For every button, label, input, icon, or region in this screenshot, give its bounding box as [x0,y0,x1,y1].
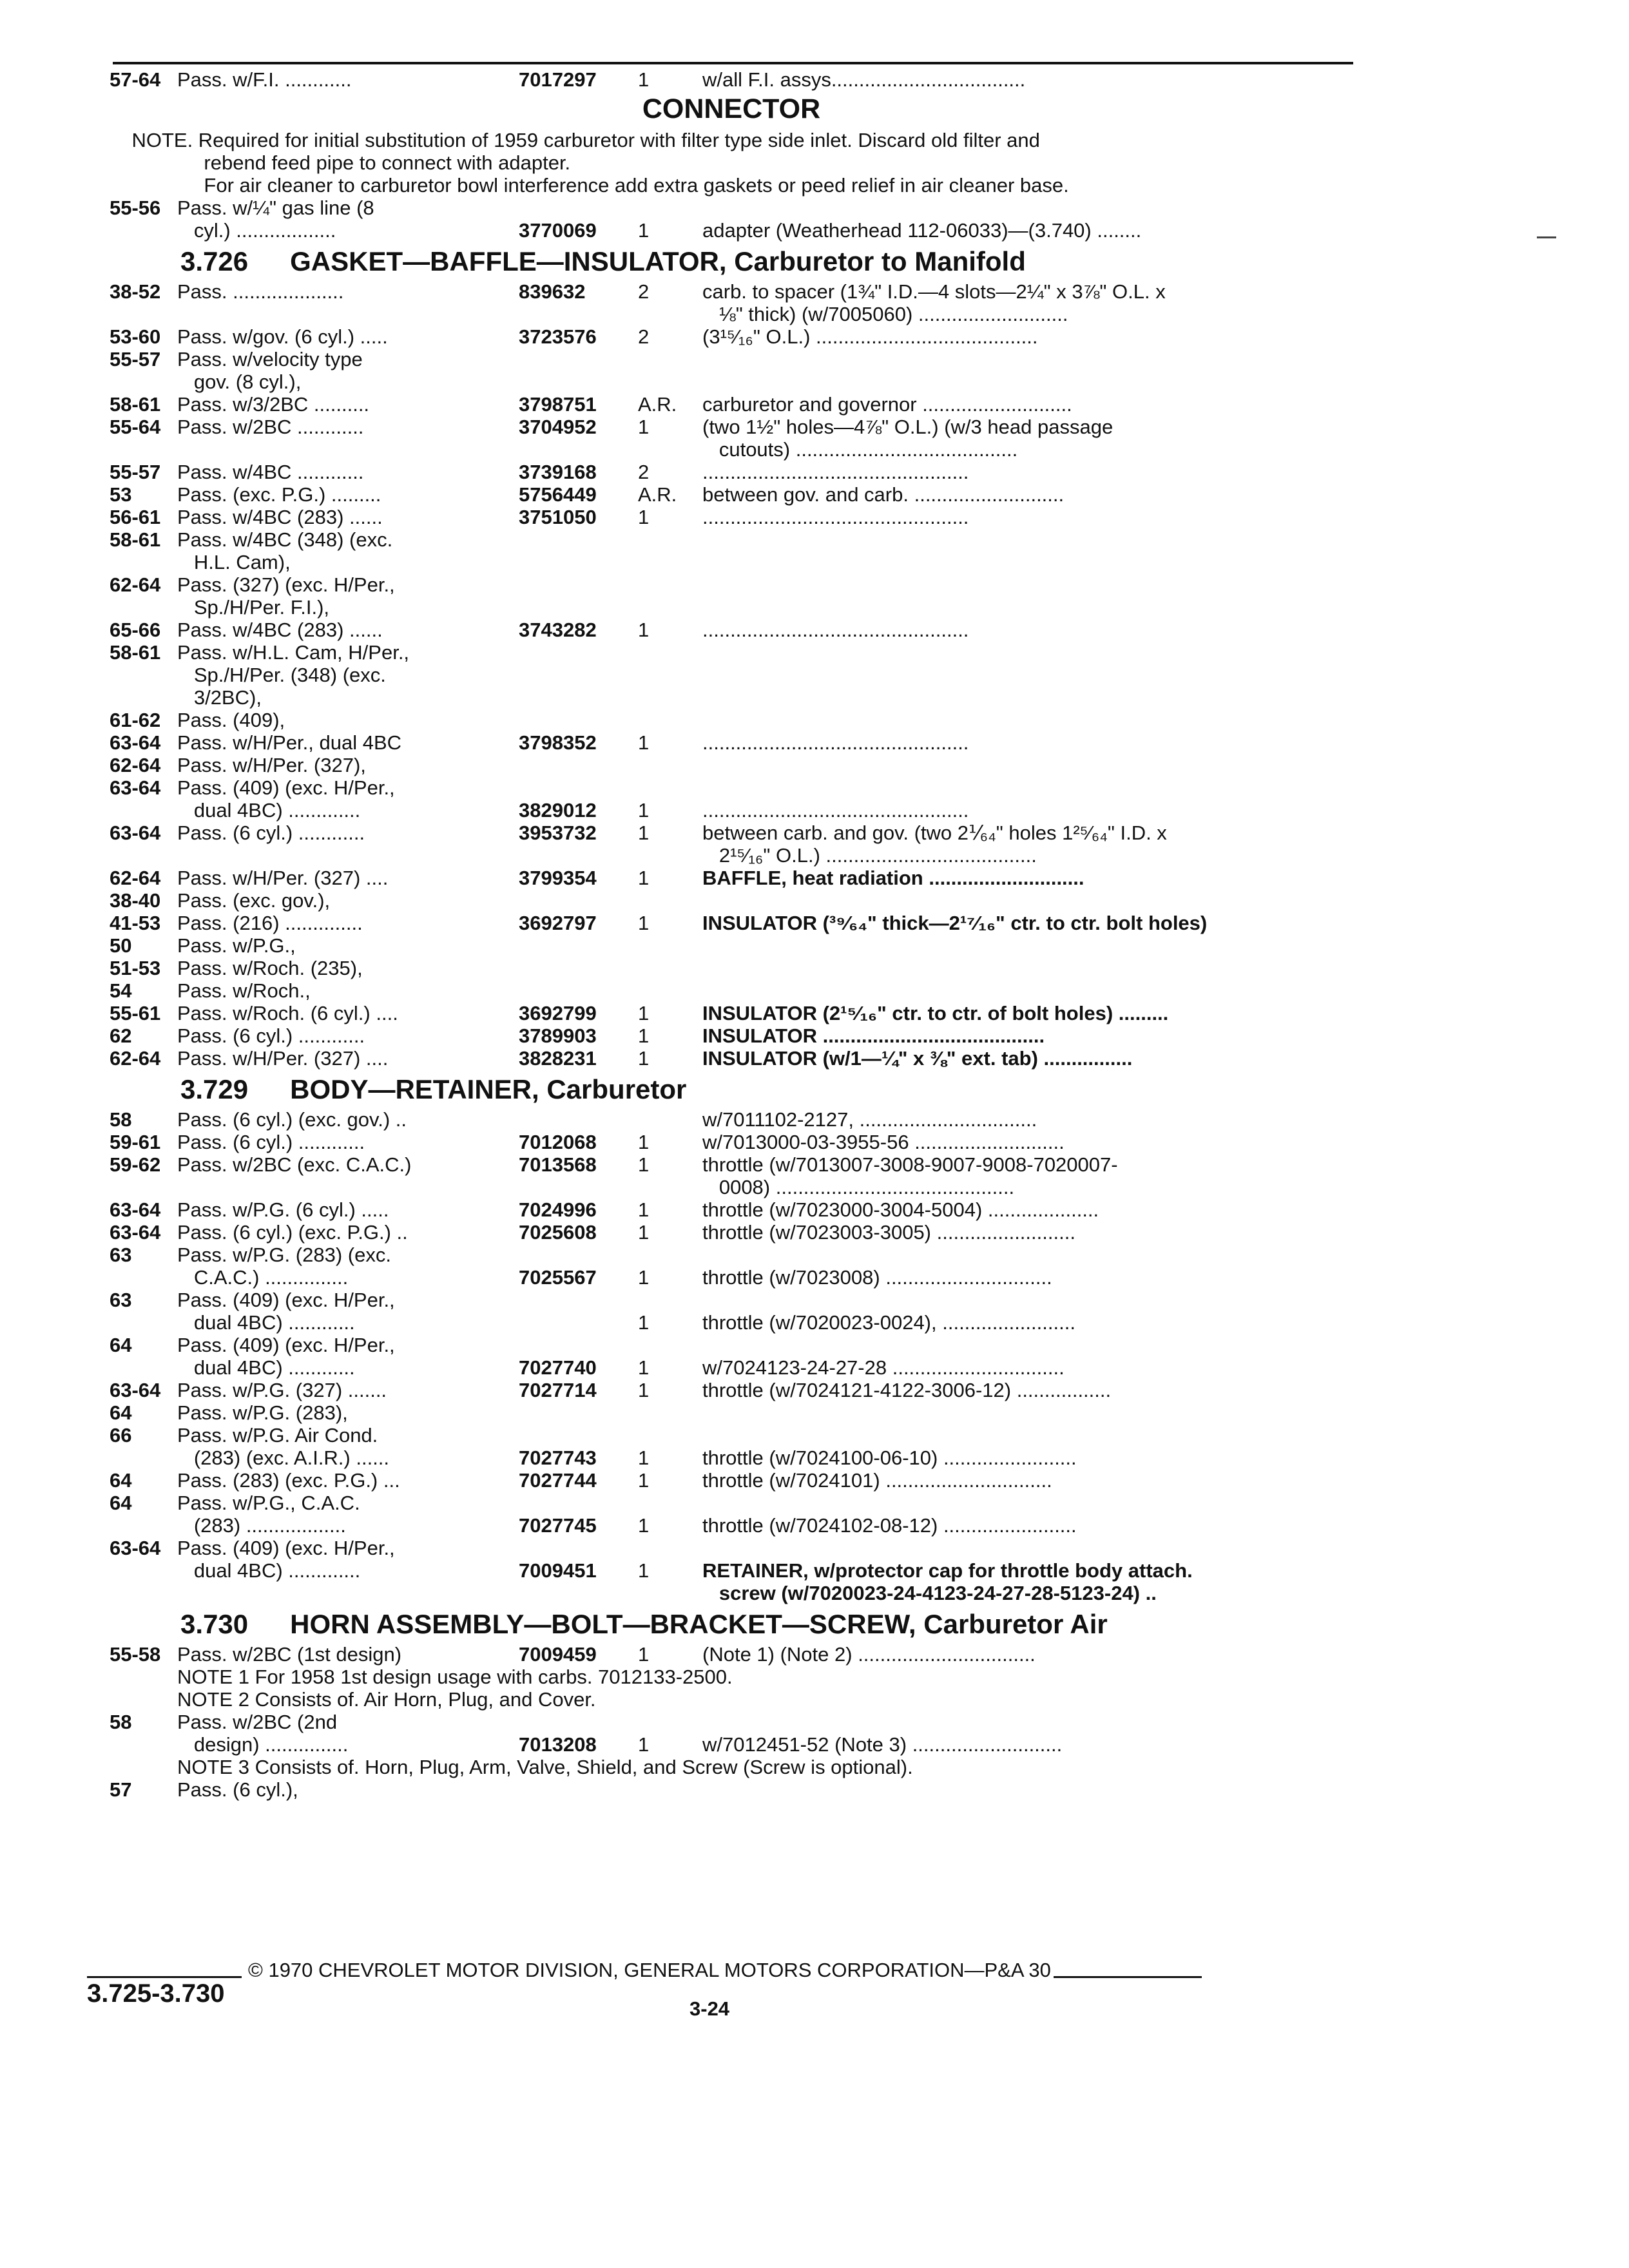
description: Pass. .................... [177,280,344,303]
year: 59-62 [110,1153,161,1176]
table-row [110,1446,1353,1469]
quantity: 1 [638,219,650,242]
part-number: 5756449 [519,483,597,506]
year: 57-64 [110,68,161,91]
description: Pass. w/Roch. (6 cyl.) .... [177,1002,398,1024]
table-row [110,506,1353,528]
year: 64 [110,1401,132,1424]
description: design) ............... [177,1733,349,1756]
page-footer [87,1959,1350,2020]
description: Pass. (6 cyl.) ............ [177,822,365,844]
part-number: 3743282 [519,619,597,641]
table-row [110,280,1353,325]
description: Pass. (6 cyl.), [177,1778,298,1801]
year: 62 [110,1024,132,1047]
year: 41-53 [110,912,161,934]
remark: ................................................ [702,506,969,528]
part-number: 3770069 [519,219,597,242]
table-row [110,1514,1353,1537]
table-row [110,1733,1353,1756]
table-row [110,197,1353,219]
part-number: 3692799 [519,1002,597,1024]
description: Pass. (6 cyl.) ............ [177,1131,365,1153]
table-row [110,664,1353,686]
remark: adapter (Weatherhead 112-06033)—(3.740) ........ [702,219,1142,242]
year: 63-64 [110,822,161,844]
remark: INSULATOR (³⁹⁄₆₄" thick—2¹⁷⁄₁₆" ctr. to ctr. bolt holes) [702,912,1208,934]
part-number: 7024996 [519,1198,597,1221]
table-row [110,1643,1353,1666]
quantity: 1 [638,1514,650,1537]
table-row [110,596,1353,619]
description: Sp./H/Per. (348) (exc. [177,664,386,686]
part-number: 3751050 [519,506,597,528]
remark: throttle (w/7023003-3005) ......................... [702,1221,1075,1244]
description: Pass. w/P.G. (6 cyl.) ..... [177,1198,389,1221]
table-row [110,1559,1353,1604]
footer-line [87,1959,1350,1982]
part-number: 3828231 [519,1047,597,1070]
remark: throttle (w/7023008) .............................. [702,1266,1052,1289]
part-number: 7017297 [519,68,597,91]
description: Pass. w/P.G., C.A.C. [177,1492,360,1514]
part-number: 3692797 [519,912,597,934]
description: dual 4BC) ............. [177,799,361,822]
connector-rows [110,197,1353,242]
quantity: 1 [638,416,650,438]
remark: INSULATOR ........................................ [702,1024,1045,1047]
table-row [110,957,1353,979]
table-row [110,822,1353,867]
remark: ................................................ [702,731,969,754]
remark: (Note 1) (Note 2) ................................ [702,1643,1036,1666]
remark: ................................................ [702,461,969,483]
table-row [110,979,1353,1002]
part-number: 3798352 [519,731,597,754]
part-number: 7027744 [519,1469,597,1492]
quantity: 1 [638,1198,650,1221]
section-title: BODY—RETAINER, Carburetor [290,1074,687,1104]
year: 61-62 [110,709,161,731]
top-row [110,68,1353,91]
table-row [110,867,1353,889]
description: Pass. (409) (exc. H/Per., [177,776,395,799]
footer-rule-left [87,1976,242,1978]
remark: throttle (w/7013007-3008-9007-9008-7020007- 0008) ........................................... [702,1153,1118,1198]
table-row [110,461,1353,483]
part-number: 7025567 [519,1266,597,1289]
description: Pass. w/gov. (6 cyl.) ..... [177,325,388,348]
quantity: 1 [638,799,650,822]
year: 55-64 [110,416,161,438]
description: Pass. w/¼" gas line (8 [177,197,374,219]
table-row [110,641,1353,664]
description: Pass. w/H/Per. (327) .... [177,1047,389,1070]
table-row [110,1108,1353,1131]
description: Pass. w/H/Per. (327) .... [177,867,389,889]
quantity: 1 [638,68,650,91]
year: 50 [110,934,132,957]
section-3729-rows [110,1108,1353,1604]
remark: carburetor and governor ........................... [702,393,1072,416]
description: Pass. w/P.G. (283), [177,1401,348,1424]
year: 62-64 [110,867,161,889]
table-row [110,1778,1353,1801]
quantity: 1 [638,1131,650,1153]
remark: between gov. and carb. ........................... [702,483,1065,506]
table-row [110,754,1353,776]
year: 58-61 [110,641,161,664]
section-3729-heading [180,1073,1353,1106]
year: 53 [110,483,132,506]
year: 63 [110,1289,132,1311]
year: 58-61 [110,393,161,416]
quantity: 1 [638,1047,650,1070]
description: Pass. w/2BC (1st design) [177,1643,402,1666]
year: 66 [110,1424,132,1446]
quantity: 1 [638,1559,650,1582]
description: Pass. w/4BC (348) (exc. [177,528,393,551]
year: 65-66 [110,619,161,641]
description: Pass. (216) .............. [177,912,363,934]
table-row [110,483,1353,506]
table-row [110,1756,1353,1778]
table-row [110,1221,1353,1244]
part-number: 7009451 [519,1559,597,1582]
part-number: 7027743 [519,1446,597,1469]
year: 56-61 [110,506,161,528]
quantity: 1 [638,619,650,641]
remark: between carb. and gov. (two 2⅟₆₄" holes 1²⁵⁄₆₄" I.D. x 2¹⁵⁄₁₆" O.L.) ...................................... [702,822,1167,867]
description: gov. (8 cyl.), [177,370,302,393]
year: 63-64 [110,776,161,799]
description: NOTE 1 For 1958 1st design usage with carbs. 7012133-2500. [177,1666,733,1688]
remark: throttle (w/7023000-3004-5004) .................... [702,1198,1099,1221]
table-row [110,912,1353,934]
table-row [110,1266,1353,1289]
quantity: 2 [638,461,650,483]
table-row [110,393,1353,416]
description: Pass. w/3/2BC .......... [177,393,370,416]
year: 51-53 [110,957,161,979]
remark: RETAINER, w/protector cap for throttle body attach. screw (w/7020023-24-4123-24-27-28-5123-24) .. [702,1559,1193,1604]
year: 63-64 [110,1221,161,1244]
description: (283) .................. [177,1514,346,1537]
description: Pass. w/2BC (2nd [177,1711,338,1733]
year: 38-52 [110,280,161,303]
table-row [110,1401,1353,1424]
part-number: 7027745 [519,1514,597,1537]
connector-notes [110,129,1353,197]
quantity: A.R. [638,483,677,506]
remark: w/7012451-52 (Note 3) ........................... [702,1733,1063,1756]
table-row [110,1666,1353,1688]
remark: BAFFLE, heat radiation ............................ [702,867,1084,889]
table-row [110,551,1353,573]
table-row [110,528,1353,551]
table-row [110,1244,1353,1266]
remark: w/7024123-24-27-28 ............................... [702,1356,1065,1379]
year: 55-57 [110,461,161,483]
table-row [110,1711,1353,1733]
part-number: 839632 [519,280,586,303]
quantity: 1 [638,506,650,528]
part-number: 7013568 [519,1153,597,1176]
year: 58 [110,1108,132,1131]
remark: w/all F.I. assys................................... [702,68,1026,91]
description: Pass. w/P.G. Air Cond. [177,1424,378,1446]
year: 53-60 [110,325,161,348]
description: Pass. w/F.I. ............ [177,68,352,91]
table-row [110,799,1353,822]
year: 63-64 [110,1198,161,1221]
table-row [110,1198,1353,1221]
quantity: 1 [638,912,650,934]
description: Pass. (6 cyl.) (exc. gov.) .. [177,1108,407,1131]
quantity: 1 [638,1266,650,1289]
year: 62-64 [110,1047,161,1070]
note-line: For air cleaner to carburetor bowl interference add extra gaskets or peed relief in air cleaner base. [110,174,1069,197]
year: 63-64 [110,731,161,754]
description: Pass. w/P.G. (283) (exc. [177,1244,391,1266]
table-row [110,348,1353,370]
year: 64 [110,1334,132,1356]
quantity: 1 [638,1311,650,1334]
catalog-page [110,59,1353,1801]
year: 54 [110,979,132,1002]
quantity: 1 [638,1643,650,1666]
part-number: 3798751 [519,393,597,416]
description: Pass. (409) (exc. H/Per., [177,1537,395,1559]
description: Pass. w/H/Per. (327), [177,754,366,776]
year: 62-64 [110,573,161,596]
remark: throttle (w/7020023-0024), ........................ [702,1311,1075,1334]
table-row [110,573,1353,596]
year: 64 [110,1492,132,1514]
description: Pass. w/4BC (283) ...... [177,506,383,528]
part-number: 3739168 [519,461,597,483]
quantity: 1 [638,1379,650,1401]
description: Pass. (6 cyl.) (exc. P.G.) .. [177,1221,408,1244]
description: dual 4BC) ............. [177,1559,361,1582]
description: Pass. (6 cyl.) ............ [177,1024,365,1047]
remark: throttle (w/7024100-06-10) ........................ [702,1446,1077,1469]
quantity: 1 [638,867,650,889]
description: Pass. w/P.G. (327) ....... [177,1379,387,1401]
table-row [110,1424,1353,1446]
year: 55-57 [110,348,161,370]
year: 64 [110,1469,132,1492]
description: Pass. (327) (exc. H/Per., [177,573,395,596]
quantity: 2 [638,280,650,303]
quantity: 2 [638,325,650,348]
part-number: 7025608 [519,1221,597,1244]
description: Pass. w/Roch. (235), [177,957,363,979]
remark: ................................................ [702,619,969,641]
table-row [110,1469,1353,1492]
description: dual 4BC) ............ [177,1311,355,1334]
part-number: 7012068 [519,1131,597,1153]
quantity: 1 [638,1221,650,1244]
note-line: NOTE. Required for initial substitution of 1959 carburetor with filter type side inlet. Discard old filter and [110,129,1040,151]
section-title: HORN ASSEMBLY—BOLT—BRACKET—SCREW, Carburetor Air [290,1609,1108,1639]
note-line: rebend feed pipe to connect with adapter. [110,151,571,174]
description: NOTE 2 Consists of. Air Horn, Plug, and Cover. [177,1688,596,1711]
remark: throttle (w/7024121-4122-3006-12) ................. [702,1379,1112,1401]
quantity: 1 [638,1356,650,1379]
part-number: 3789903 [519,1024,597,1047]
description: Pass. w/Roch., [177,979,311,1002]
footer-rule-right [1054,1976,1202,1978]
description: Pass. w/H.L. Cam, H/Per., [177,641,410,664]
margin-mark [1537,236,1556,238]
year: 59-61 [110,1131,161,1153]
description: Pass. (exc. P.G.) ......... [177,483,381,506]
description: NOTE 3 Consists of. Horn, Plug, Arm, Valve, Shield, and Screw (Screw is optional). [177,1756,913,1778]
table-row [110,325,1353,348]
description: Pass. w/velocity type [177,348,363,370]
table-row [110,731,1353,754]
remark: (3¹⁵⁄₁₆" O.L.) ........................................ [702,325,1038,348]
section-3726-heading [180,245,1353,278]
section-3730-rows [110,1643,1353,1801]
description: C.A.C.) ............... [177,1266,349,1289]
year: 63-64 [110,1537,161,1559]
part-number: 7009459 [519,1643,597,1666]
section-3726-rows [110,280,1353,1070]
part-number: 7027740 [519,1356,597,1379]
remark: INSULATOR (2¹⁵⁄₁₆" ctr. to ctr. of bolt holes) ......... [702,1002,1169,1024]
table-row [110,619,1353,641]
table-row [110,1131,1353,1153]
table-row [110,934,1353,957]
section-3730-heading [180,1608,1353,1640]
quantity: 1 [638,1469,650,1492]
table-row [110,370,1353,393]
part-number: 3953732 [519,822,597,844]
part-number: 7013208 [519,1733,597,1756]
table-row [110,686,1353,709]
description: cyl.) .................. [177,219,336,242]
description: Pass. (409) (exc. H/Per., [177,1289,395,1311]
year: 58 [110,1711,132,1733]
part-number: 3723576 [519,325,597,348]
quantity: 1 [638,822,650,844]
section-number: 3.730 [180,1609,249,1639]
year: 55-56 [110,197,161,219]
copyright: © 1970 CHEVROLET MOTOR DIVISION, GENERAL MOTORS CORPORATION—P&A 30 [248,1959,1051,1981]
table-row [110,1492,1353,1514]
section-range: 3.725-3.730 [87,1979,225,2008]
year: 63-64 [110,1379,161,1401]
remark: ................................................ [702,799,969,822]
description: Pass. w/2BC (exc. C.A.C.) [177,1153,412,1176]
section-title: GASKET—BAFFLE—INSULATOR, Carburetor to Manifold [290,246,1026,276]
table-row [110,1537,1353,1559]
year: 38-40 [110,889,161,912]
section-number: 3.729 [180,1074,249,1104]
remark: throttle (w/7024102-08-12) ........................ [702,1514,1077,1537]
table-row [110,1688,1353,1711]
quantity: 1 [638,1446,650,1469]
section-number: 3.726 [180,246,249,276]
part-number: 3799354 [519,867,597,889]
table-row [110,1289,1353,1311]
quantity: 1 [638,1002,650,1024]
description: Pass. (409) (exc. H/Per., [177,1334,395,1356]
remark: INSULATOR (w/1—¼" x ⅜" ext. tab) ................ [702,1047,1133,1070]
description: Pass. w/2BC ............ [177,416,364,438]
part-number: 7027714 [519,1379,597,1401]
table-row [110,1153,1353,1198]
year: 55-61 [110,1002,161,1024]
year: 58-61 [110,528,161,551]
description: Pass. w/H/Per., dual 4BC [177,731,402,754]
description: H.L. Cam), [177,551,291,573]
description: Pass. (exc. gov.), [177,889,331,912]
quantity: A.R. [638,393,677,416]
remark: w/7011102-2127, ................................ [702,1108,1037,1131]
remark: throttle (w/7024101) .............................. [702,1469,1052,1492]
table-row [110,416,1353,461]
remark: carb. to spacer (1¾" I.D.—4 slots—2¼" x 3⅞" O.L. x ⅛" thick) (w/7005060) ........................... [702,280,1166,325]
description: Pass. (283) (exc. P.G.) ... [177,1469,400,1492]
quantity: 1 [638,1153,650,1176]
table-row [110,1002,1353,1024]
remark: (two 1½" holes—4⅞" O.L.) (w/3 head passage cutouts) ........................................ [702,416,1113,461]
description: Pass. w/P.G., [177,934,296,957]
quantity: 1 [638,731,650,754]
part-number: 3704952 [519,416,597,438]
part-number: 3829012 [519,799,597,822]
table-row [110,1311,1353,1334]
table-row [110,1379,1353,1401]
description: dual 4BC) ............ [177,1356,355,1379]
table-row [110,1024,1353,1047]
year: 55-58 [110,1643,161,1666]
table-row [110,776,1353,799]
remark: w/7013000-03-3955-56 ........................... [702,1131,1065,1153]
year: 62-64 [110,754,161,776]
table-row [110,889,1353,912]
description: Sp./H/Per. F.I.), [177,596,330,619]
description: (283) (exc. A.I.R.) ...... [177,1446,390,1469]
description: 3/2BC), [177,686,262,709]
description: Pass. w/4BC ............ [177,461,364,483]
description: Pass. (409), [177,709,285,731]
table-row [110,1047,1353,1070]
description: Pass. w/4BC (283) ...... [177,619,383,641]
connector-heading: CONNECTOR [642,93,821,124]
table-row [110,1356,1353,1379]
year: 63 [110,1244,132,1266]
page-number: 3-24 [689,1997,730,2020]
table-row [110,709,1353,731]
year: 57 [110,1778,132,1801]
table-row [110,1334,1353,1356]
quantity: 1 [638,1733,650,1756]
table-row [110,219,1353,242]
quantity: 1 [638,1024,650,1047]
